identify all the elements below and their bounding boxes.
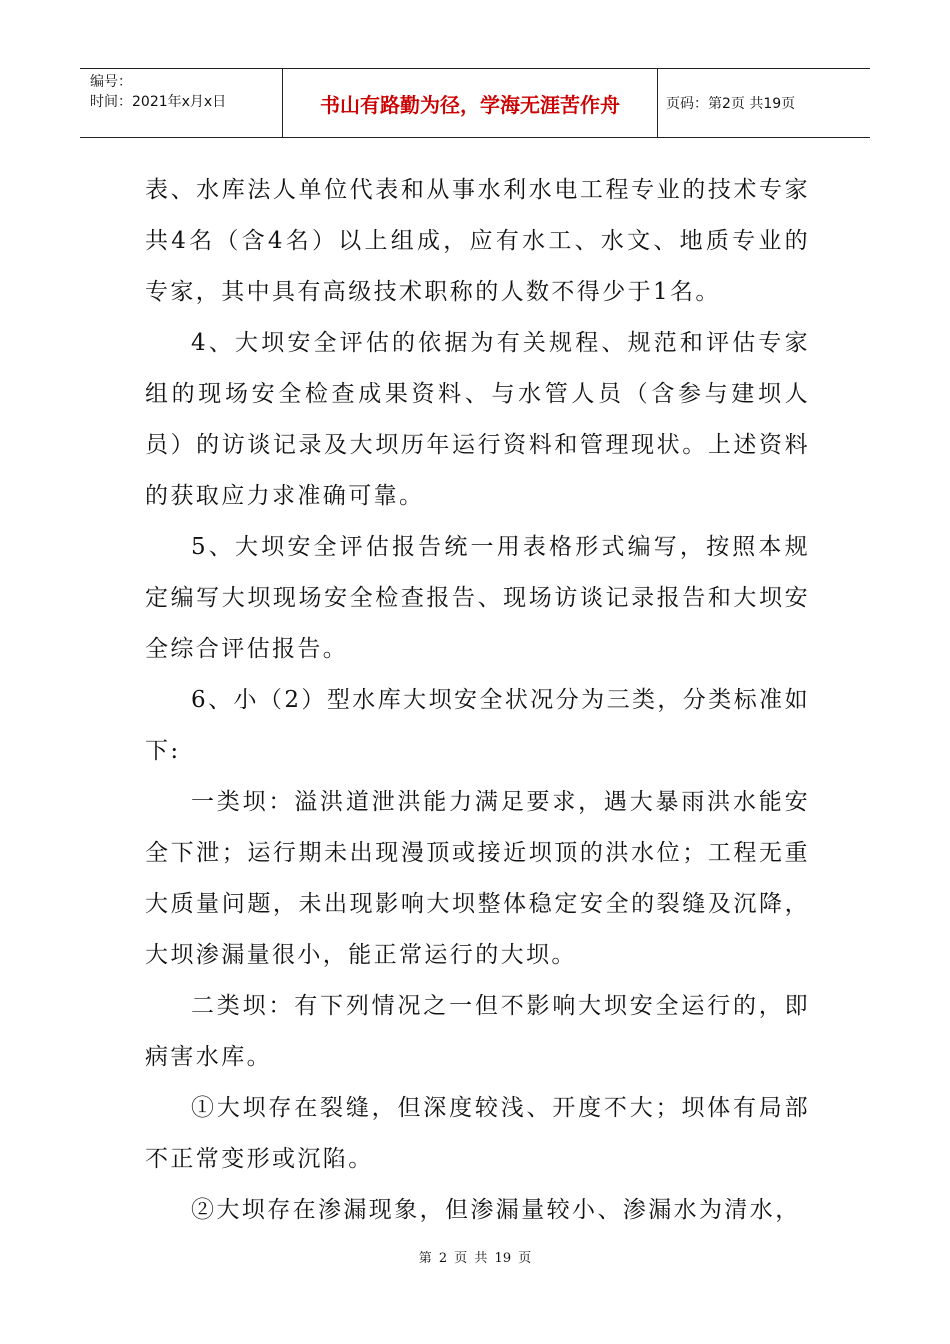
header-meta <box>80 69 283 137</box>
document-time-label: 时间：2021年x月x日 <box>90 94 227 110</box>
document-number-label: 编号： <box>90 74 132 90</box>
header-page-info: 页码：第2页 共19页 <box>666 96 796 112</box>
paragraph-class-2-dam: 二类坝：有下列情况之一但不影响大坝安全运行的，即病害水库。 <box>145 993 810 1070</box>
paragraph-class-1-dam: 一类坝：溢洪道泄洪能力满足要求，遇大暴雨洪水能安全下泄；运行期未出现漫顶或接近坝顶的洪水位；工程无重大质量问题，未出现影响大坝整体稳定安全的裂缝及沉降，大坝渗漏量很小，能正常运行的大坝。 <box>145 789 810 968</box>
paragraph-item-6: 6、小（2）型水库大坝安全状况分为三类，分类标准如下: <box>145 687 810 764</box>
paragraph-item-5: 5、大坝安全评估报告统一用表格形式编写，按照本规定编写大坝现场安全检查报告、现场访谈记录报告和大坝安全综合评估报告。 <box>145 534 810 662</box>
page-header <box>80 68 870 138</box>
paragraph-condition-2: ②大坝存在渗漏现象，但渗漏量较小、渗漏水为清水， <box>191 1197 801 1223</box>
header-motto: 书山有路勤为径，学海无涯苦作舟 <box>283 69 658 137</box>
paragraph-condition-1: ①大坝存在裂缝，但深度较浅、开度不大；坝体有局部不正常变形或沉陷。 <box>145 1095 810 1172</box>
page-footer: 第 2 页 共 19 页 <box>418 1251 532 1266</box>
paragraph-item-4: 4、大坝安全评估的依据为有关规程、规范和评估专家组的现场安全检查成果资料、与水管人员（含参与建坝人员）的访谈记录及大坝历年运行资料和管理现状。上述资料的获取应力求准确可靠。 <box>145 330 810 509</box>
paragraph-continuation: 表、水库法人单位代表和从事水利水电工程专业的技术专家共4名（含4名）以上组成，应有水工、水文、地质专业的专家，其中具有高级技术职称的人数不得少于1名。 <box>145 177 810 305</box>
document-body <box>145 165 810 1236</box>
